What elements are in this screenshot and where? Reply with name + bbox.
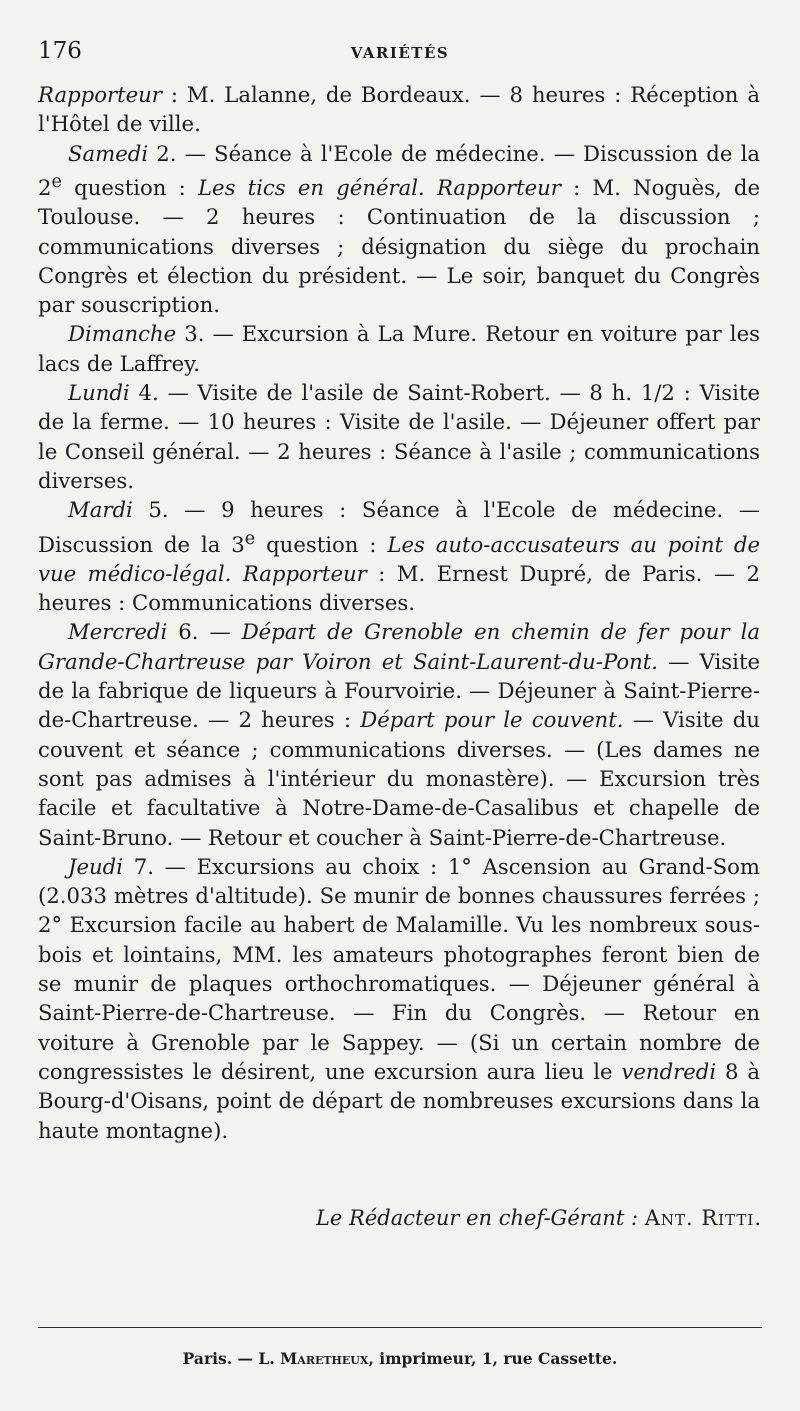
paragraph-samedi <box>38 139 760 320</box>
paragraph-text: 3. — Excursion à La Mure. Retour en voiture par les lacs de Laffrey. <box>38 321 760 376</box>
day-label: Samedi <box>68 140 149 166</box>
paragraph-text: 2. — Séance à l'Ecole de médecine. — Discussion de la 2 <box>38 140 760 200</box>
superscript: e <box>51 171 62 192</box>
paragraph-text: question : <box>255 531 388 557</box>
printer-footer <box>0 1349 800 1368</box>
paragraph-text: 4. — Visite de l'asile de Saint-Robert. — 8 h. 1/2 : Visite de la ferme. — 10 heures : Visite de l'asile. — Déjeuner offert par le Conseil général. — 2 heures : Séance à l'asile ; communications diverses. <box>38 380 760 493</box>
paragraph-text: : M. Noguès, de Toulouse. — 2 heures : Continuation de la discussion ; communications diverses ; désignation du siège du prochain Congrès et élection du président. — Le soir, banquet du Congrès par souscription. <box>38 174 760 318</box>
editor-signature <box>316 1206 762 1230</box>
paragraph-text: 6. — <box>167 619 242 645</box>
rapporteur-label: Rapporteur <box>38 82 162 107</box>
paragraph-jeudi <box>38 852 760 1145</box>
day-label: Mardi <box>68 497 133 523</box>
signature-label: Le Rédacteur en chef-Gérant : <box>315 1206 639 1230</box>
body-text <box>38 80 760 1145</box>
footer-city: Paris. <box>182 1349 233 1368</box>
paragraph-text: 5. — 9 heures : Séance à l'Ecole de médecine. — Discussion de la 3 <box>38 497 760 557</box>
day-label: Lundi <box>68 380 130 406</box>
paragraph-text: : M. Lalanne, de Bordeaux. — 8 heures : Réception à l'Hôtel de ville. <box>38 82 760 137</box>
running-head: VARIÉTÉS <box>350 44 450 62</box>
day-label: Mercredi <box>68 619 168 645</box>
day-label: Jeudi <box>68 853 124 879</box>
rapporteur-label: Rapporteur <box>424 174 561 200</box>
footer-rule <box>38 1327 762 1328</box>
question-topic: Les auto-accusateurs au point de vue médico-légal. <box>38 531 761 586</box>
superscript: e <box>244 528 256 549</box>
paragraph-dimanche <box>38 319 760 378</box>
paragraph-lundi <box>38 378 760 495</box>
page-number: 176 <box>38 38 82 64</box>
rapporteur-label: Rapporteur <box>231 560 367 586</box>
footer-text: — L. <box>232 1349 281 1368</box>
paragraph-mardi <box>38 495 760 617</box>
paragraph-mercredi <box>38 617 760 851</box>
paragraph-text: — Visite du couvent et séance ; communications diverses. — (Les dames ne sont pas admises à l'intérieur du monastère). — Excursion très facile et facultative à Notre-Dame-de-Casalibus et chapelle de Saint-Bruno. — Retour et coucher à Saint-Pierre-de-Chartreuse. <box>38 707 760 850</box>
italic-phrase: vendredi <box>621 1058 717 1084</box>
question-topic: Les tics en général. <box>197 174 425 200</box>
printer-name: Maretheux <box>280 1349 369 1368</box>
page-header <box>38 38 762 70</box>
paragraph-text: — Visite de la fabrique de liqueurs à Fourvoirie. — Déjeuner à Saint-Pierre-de-Chartreuse. — 2 heures : <box>38 648 760 733</box>
italic-phrase: Départ de Grenoble en chemin de fer pour la Grande-Chartreuse par Voiron et Saint-Laurent-du-Pont. <box>38 619 761 674</box>
paragraph-text: 7. — Excursions au choix : 1° Ascension au Grand-Som (2.033 mètres d'altitude). Se munir de bonnes chaussures ferrées ; 2° Excursion facile au habert de Malamille. Vu les nombreux sous-bois et lointains, MM. les amateurs photographes feront bien de se munir de plaques orthochromatiques. — Déjeuner général à Saint-Pierre-de-Chartreuse. — Fin du Congrès. — Retour en voiture à Grenoble par le Sappey. — (Si un certain nombre de congressistes le désirent, une excursion aura lieu le <box>38 853 760 1084</box>
day-label: Dimanche <box>68 321 177 347</box>
signature-name: Ant. Ritti. <box>644 1206 762 1230</box>
paragraph-text: 8 à Bourg-d'Oisans, point de départ de nombreuses excursions dans la haute montagne). <box>38 1058 760 1143</box>
paragraph-text: question : <box>61 174 198 200</box>
footer-text: , imprimeur, 1, rue Cassette. <box>368 1349 618 1368</box>
paragraph-1 <box>38 80 760 139</box>
paragraph-text: : M. Ernest Dupré, de Paris. — 2 heures : Communications diverses. <box>38 560 760 616</box>
italic-phrase: Départ pour le couvent. <box>360 707 624 733</box>
